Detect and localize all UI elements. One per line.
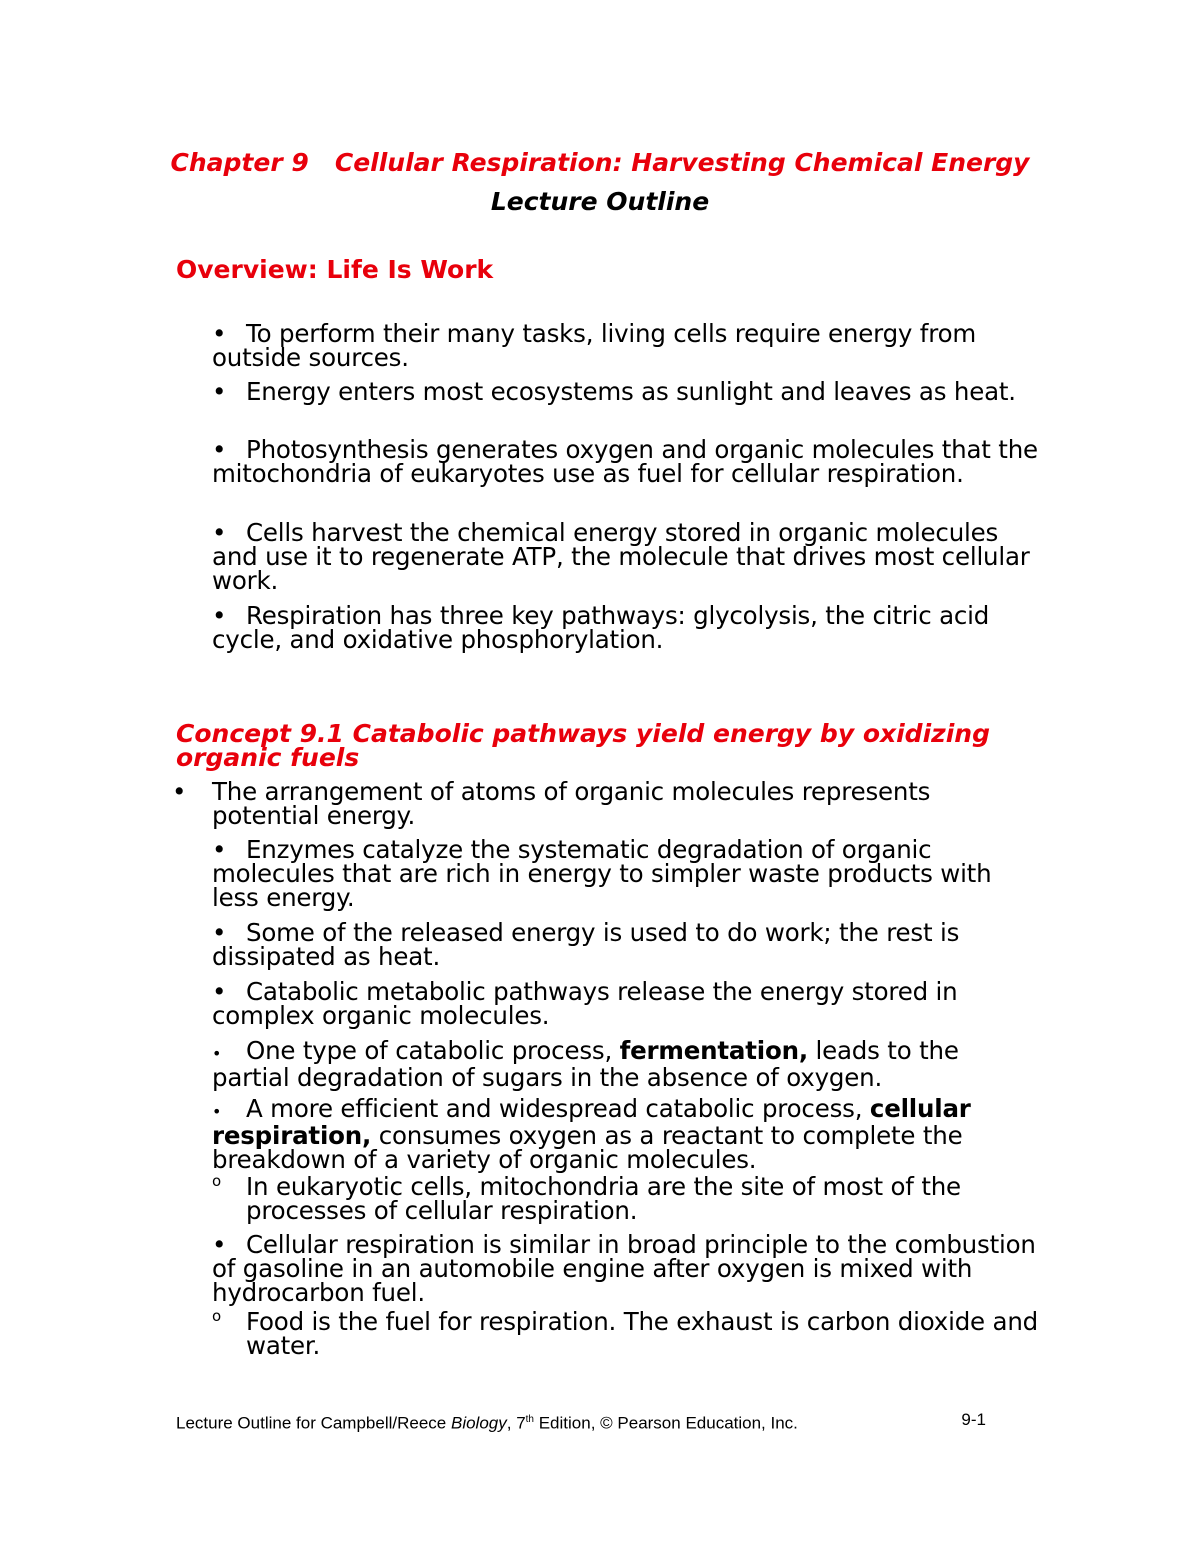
- bullet-icon: •: [212, 918, 227, 947]
- bullet-icon: •: [212, 319, 227, 348]
- bullet-icon: •: [172, 777, 187, 806]
- cellular-respiration-bullet: • A more efficient and widespread catabolic process, cellular respiration, consumes oxygen as a reactant to complete the breakdown of a variety of organic molecules.: [212, 1094, 971, 1174]
- fermentation-bullet: • One type of catabolic process, fermentation, leads to the partial degradation of sugars in the absence of oxygen.: [212, 1036, 959, 1092]
- bullet-icon: •: [212, 601, 227, 630]
- page-footer: Lecture Outline for Campbell/Reece Biology, 7th Edition, © Pearson Education, Inc. 9-1: [176, 1410, 986, 1433]
- bullet-icon: •: [212, 377, 227, 406]
- sub-bullet: o In eukaryotic cells, mitochondria are the site of most of the processes of cellular respiration.: [212, 1175, 1042, 1223]
- concept-bullet: • Some of the released energy is used to do work; the rest is dissipated as heat.: [212, 918, 960, 971]
- book-title: Biology: [450, 1413, 507, 1433]
- bullet-icon: •: [212, 977, 227, 1006]
- circle-bullet-icon: o: [212, 1172, 221, 1190]
- circle-bullet-icon: o: [212, 1307, 221, 1325]
- combustion-bullet: • Cellular respiration is similar in broad principle to the combustion of gasoline in an automobile engine after oxygen is mixed with hydrocarbon fuel.: [212, 1230, 1036, 1307]
- overview-bullet: • Cells harvest the chemical energy stored in organic molecules and use it to regenerate ATP, the molecule that drives most cellular work.: [212, 518, 1030, 595]
- page-number: 9-1: [961, 1410, 986, 1429]
- bullet-icon: •: [212, 835, 227, 864]
- concept-bullet: • Enzymes catalyze the systematic degradation of organic molecules that are rich in energy to simpler waste products with less energy.: [212, 835, 992, 912]
- overview-heading: Overview: Life Is Work: [176, 255, 494, 284]
- concept-bullet: • Catabolic metabolic pathways release the energy stored in complex organic molecules.: [212, 977, 958, 1030]
- lecture-outline-subtitle: Lecture Outline: [490, 187, 710, 216]
- concept-heading: Concept 9.1 Catabolic pathways yield energy by oxidizing organic fuels: [176, 719, 990, 772]
- bullet-icon: •: [212, 435, 227, 464]
- overview-bullet: • Respiration has three key pathways: glycolysis, the citric acid cycle, and oxidative phosphorylation.: [212, 601, 990, 654]
- overview-bullet: • To perform their many tasks, living cells require energy from outside sources.: [212, 319, 977, 372]
- concept-top-bullet: • The arrangement of atoms of organic molecules represents potential energy.: [172, 777, 931, 830]
- bullet-icon: •: [212, 1044, 222, 1063]
- chapter-title: Chapter 9 Cellular Respiration: Harvesting Chemical Energy: [170, 148, 1030, 177]
- sub-bullet: o Food is the fuel for respiration. The exhaust is carbon dioxide and water.: [212, 1310, 1042, 1358]
- bullet-icon: •: [212, 1230, 227, 1259]
- fermentation-term: fermentation,: [619, 1036, 808, 1065]
- cellular-respiration-term: cellular respiration,: [212, 1094, 971, 1150]
- bullet-icon: •: [212, 518, 227, 547]
- overview-bullet: • Energy enters most ecosystems as sunlight and leaves as heat.: [212, 377, 1016, 406]
- bullet-icon: •: [212, 1102, 222, 1121]
- overview-bullet: • Photosynthesis generates oxygen and organic molecules that the mitochondria of eukaryotes use as fuel for cellular respiration.: [212, 435, 1038, 488]
